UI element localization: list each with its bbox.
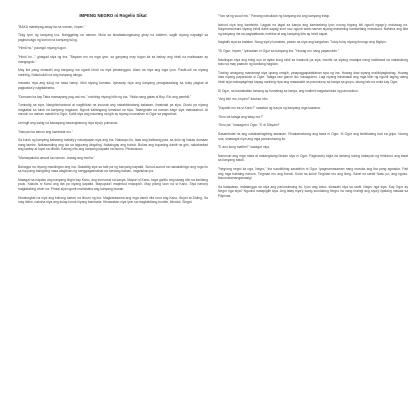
paragraph: "Sino ba talaga ang tatay mo?" [218,114,264,119]
paragraph: Sasambulat na ang nakababingibing tawanan. Pinakamatunog ang tawa ni Ogor. Si Ogor ang kinikilalang hari sa gripo. Noong una, sinasagot niya ang mga panunuksong ito. [218,132,408,141]
paragraph: Naulingan niya ang bilog sun at ayaw kung tahil sa inaancik pa siya, muntik na siyang madapa nang makitaaol sa nakalukung batu sa may paanan ng kanilang hagdan. [218,57,408,67]
paragraph: May iba pang sinasabi ang kanyang ina ngunit hindi na niya pinakinggan. Alam na niya ang mga iyon. Paulit-ulit na niyang naririnig. Nakukuluili na ang kanyang tainga. [18,68,208,77]
document-title: IMPENG NEGRO ni Rogelio Sikat [79,13,147,18]
paragraph: "Negrong negro ka nga, Negro," iba nandidiring sasabihin ni Ogor. Ipagmamasaman nang maruka ang iba pang agwador. Pati ang mga babaing naroon. Tinginan mo ang bunok. Kulot na kulot! Tinginan mo ang ilong. Sarat na sarat! Naku po, ang nguso. Nauunsiamangamasig! [218,167,408,181]
right-column [218,14,408,203]
paragraph: "BAKA makikipag-away ka na naman, Impen." [18,24,86,29]
left-column [18,14,208,209]
right-paragraphs [218,14,408,198]
paragraph: "Sino pa," isasagot ni Ogor. "E di Dikyam!" [218,123,280,128]
paragraph: Tinig iyon ng kanyang ina. Nanggaling na naman. Mula sa kinatatalungkuang giray na bakben, saglit siyang napatigil sa pagbuhusgo ng kumot na kanyang tulog. [18,33,208,42]
paragraph: "Hindi ho," paungol niyang tugon. [18,46,67,51]
paragraph: Isinuot niya ang kamiseta. Lagpat na lagat sa kanya ang kamisetang iyon noong bigong bili ngunit ngayo'y maluwag na. Nagmumukhani siyang inihili dahil sapag sunt noo ngunit wala naman siyang maraming kamisetang masusuot. Nahima ang kita ng kanyang ina sa paglalabada; mahina at ang kanyang kita ay hindi sapat. [218,22,408,36]
paragraph: "Hindi ho..." ginagad siya ng ina. "Bayaan mo na mga iyon, sa ganyang may tugon ka sa bahay ang hindi na maiiwasan ay mangagulo." [18,55,208,64]
paragraph: "Dumaan ka kay Taba mamayang pag-uwi mo," naririnig niyang bilin ng ina. "Wala nang gatas si Boy. Eto ang pambili." [18,94,192,99]
paragraph: "E ano kung maitim?" sasagot niya. [218,145,270,150]
paragraph: "Kapatid mo ba si Kano?" sasabat ng isa pa ng kanyang mga kasama. [218,106,321,110]
paragraph: "Mamayakuka umuwi ka naman...basag ang muiha." [18,156,95,161]
paragraph: "Yan na'ng suuot mo." Panang nahuliaan ng kanyang ina ang kanyang inisip. [218,14,331,18]
paragraph: Nagtalik siya sa batalan. Nang siya'y lumabas, pasan na niya ang kargahan. Tuloy-tuloy siyang tinungo ang Mgripo. [218,40,387,45]
paragraph: Sa kulok ng kanyang kaliwang malaky'y nasulyapan niya ang ina. Nakaupo ito, taas ang kaliwang paa, sa dulo ng hakas dumaan nang tambo. Nakasanding ang ulo sa tagurang dingding. Nakalugay ang buhok. Bukas ang kupasing damit na gris, nakahantad ang lawlay at luyot na dibdib. Kalong nito ang kanyang kapatid na bunso. Pinasususo. [18,138,208,152]
paragraph: Tumindig na siya. Nangihinhanimal at nagtihikab na inuunat ang nakabibinatang katawan, ihasintak pa siya. Gusto pa niyang magtatak sa tulok na kanyang hugasan. Ngunit kailangang lumakad na siya. Tatanghalin na naman bago siya makasahod. At naroon na naman marahil si Ogor. Kahit siya ang naunang sa igib ay siyang inuunahan ni Ogor sa pagsahod. [18,103,208,117]
paragraph: Umingit ang sahig na kawayang bauangbarong niya siya'y pumasok. [18,121,119,125]
paragraph: Sa katapatan, natatangga na niya ang panunuksong ito. Iyon ang totoo; sinasabi niya sa sarili. Negro nga siya. Kay Ogor ay Negro nga siya? Nguniot nasapigliti siya. Ang tatay niya'y isang sundalong Negro na nang maingi ang siya'y lipalang nawala sa Pilipinas. [218,184,408,198]
paragraph: Nanunuri ang mga mata at nakangiwing iikutan siya ni Ogor. Pagkuwa'y bigla na lamang ndong kakayuin ng hintuturo ang balat sa kanyang batok. [218,153,408,163]
paragraph: Matagal na napako ang kanyang tingin kay Kano, ang sumunod sa kanya. Mapuri si Kano, kaya ganito ang tawag dito sa kanilang pook. Kakulis ni Kano ang iba pa niyang kapatid. Mapupula't mapintud mapupuh. May pilong laon na si Kano. Siya nama'y magtatalong ahon na. Pinsal siya ngunit mahahaba ang kanyang buwan. [18,177,208,191]
paragraph: Tuwing umagang manamayi siya upang umigib, pinapagpapalaitahan siya ng ina. Huwag daw siyang makikipagbabag. Huwag daw niyang papansinin si Ogor. Talaga raw ganon iko: basagulero. Lagi niyang isinasasal ang mga bilin ng ngunit laging utang hindi siya makapagtimpi kapag naririnig niya ang masasakit na panunuroy sa kanya sa grupo, lalung lalo na mula kay Ogor. [218,70,408,84]
left-paragraphs [18,25,208,205]
paragraph: "Ang itim mo, Impen!" tutukso nito. [218,97,269,102]
paragraph: "Nanyan ka lamon ang kamiseta mo." [18,129,73,134]
paragraph: Hinalungkat na niya ang kahong karton na ilinuro ng ina. Magkakasama ang mga damit nila roon ang Kano, Boyet at Diding. Sa may ilalim, nakuha niya ang kulay-lumot niyang kamiseta. Hinawakan niya iyon sa magkabilang bumite, ibinalot. Singot. [18,195,208,205]
paragraph: Bahagya na niyang maulinigan ang ina. Nakatitig siya sa tabi pa ng kanyang kapatid. Sunud-sunod na nakakabingo ang mga ito sa isa pang banighing nasa alagitnan ng nanggagalmalnat na mesang kainan, nagsisikan pa. [18,164,208,174]
paragraph: "Si Ogor, Impen," ipinaalam ni Ogor sa kanyang ina. "Huwag mo nang papansinin." [218,49,340,54]
paragraph: Si Ogor, na kamakailan lamang ay bumabag sa kanya, ang malimit magsasimula ng panunukso: [218,88,359,93]
paragraph: Iniwasto niya ang tulog na nasa hamp. Muli siyang tumabo. Ipinaway niya ang kanyang pinagdadalang sa tulay pagkat at pagkasira'y nagitlaliramo. [18,81,208,90]
